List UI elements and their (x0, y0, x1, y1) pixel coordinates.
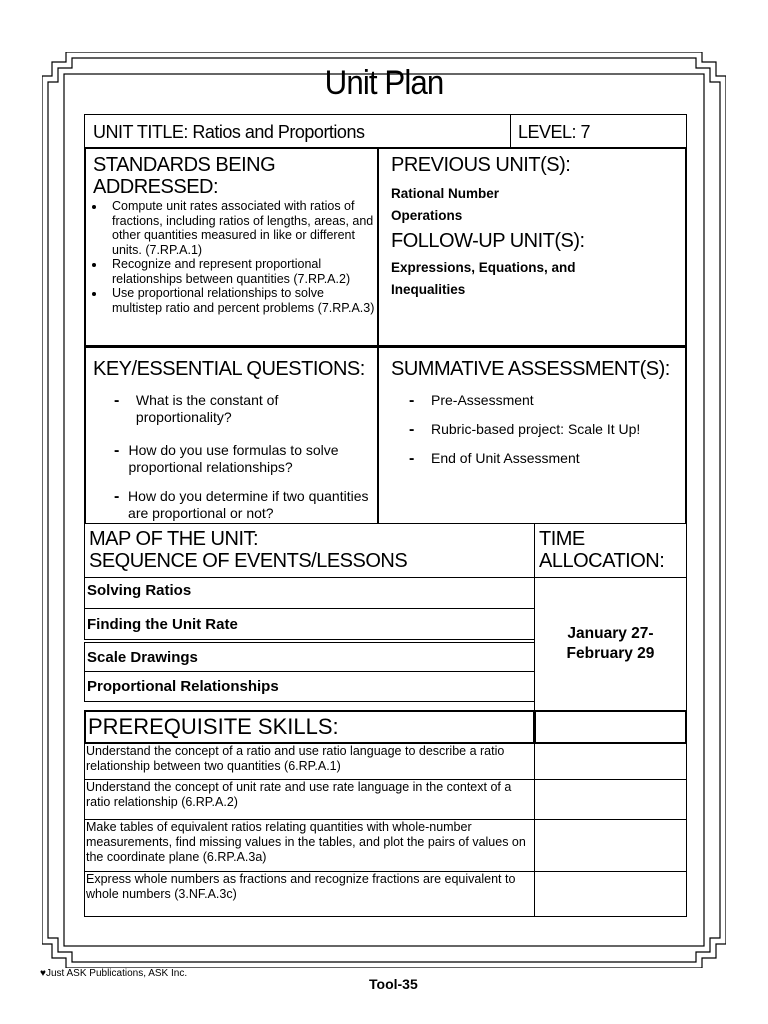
assessment-item: - Pre-Assessment (409, 392, 534, 409)
standards-heading: STANDARDS BEING ADDRESSED: (93, 154, 276, 198)
time-start: January 27- (567, 625, 654, 642)
prereq-heading-cell (84, 710, 535, 744)
level: LEVEL: 7 (518, 122, 591, 142)
time-heading-cell (534, 523, 687, 578)
followup-units-heading: FOLLOW-UP UNIT(S): (391, 230, 585, 252)
publisher-credit: ♥Just ASK Publications, ASK Inc. (40, 968, 188, 979)
tool-number: Tool-35 (369, 976, 418, 992)
time-subheading: ALLOCATION: (539, 550, 665, 572)
previous-unit: Operations (391, 208, 463, 223)
followup-unit: Inequalities (391, 282, 466, 297)
unit-title-cell (84, 114, 511, 148)
standard-item: • Recognize and represent proportional relationships between quantities (7.RP.A.2) (106, 257, 377, 286)
map-heading: MAP OF THE UNIT: (89, 528, 259, 550)
time-allocation-cell (534, 577, 687, 711)
assessment-item: - Rubric-based project: Scale It Up! (409, 421, 641, 438)
level-cell (510, 114, 687, 148)
standard-item: • Compute unit rates associated with ratios of fractions, including ratios of lengths, areas, and other quantities measured in like or different units. (7.RP.A.1) (106, 199, 377, 257)
lesson-row: Finding the Unit Rate (84, 608, 535, 640)
question-item: - How do you use formulas to solve proportional relationships? (114, 442, 339, 475)
unit-title: UNIT TITLE: Ratios and Proportions (93, 122, 365, 142)
question-item: - How do you determine if two quantities are proportional or not? (114, 488, 369, 521)
lesson-row: Proportional Relationships (84, 671, 535, 702)
prereq-item: Express whole numbers as fractions and recognize fractions are equivalent to whole numbers (3.NF.A.3c) (84, 871, 535, 917)
lesson-row: Solving Ratios (84, 577, 535, 609)
question-item: - What is the constant of proportionality? (114, 392, 279, 425)
prereq-time-cell (534, 819, 687, 872)
time-end: February 29 (566, 645, 655, 662)
prereq-item: Understand the concept of a ratio and use ratio language to describe a ratio relationship between two quantities (6.RP.A.1) (84, 743, 535, 780)
prereq-item: Make tables of equivalent ratios relating quantities with whole-number measurements, find missing values in the tables, and plot the pairs of values on the coordinate plane (6.RP.A.3a) (84, 819, 535, 872)
previous-units-heading: PREVIOUS UNIT(S): (391, 154, 571, 176)
key-questions-heading: KEY/ESSENTIAL QUESTIONS: (93, 358, 365, 380)
prereq-item: Understand the concept of unit rate and use rate language in the context of a ratio relationship (6.RP.A.2) (84, 779, 535, 820)
time-heading: TIME (539, 528, 585, 550)
assessment-item: - End of Unit Assessment (409, 450, 580, 467)
page-title: Unit Plan (324, 64, 444, 102)
summative-cell (377, 346, 687, 524)
map-heading-cell (84, 523, 535, 578)
prereq-time-cell (534, 779, 687, 820)
prereq-time-cell (534, 743, 687, 780)
standard-item: • Use proportional relationships to solve multistep ratio and percent problems (7.RP.A.3) (106, 286, 377, 315)
standards-cell (84, 147, 379, 347)
standards-list (86, 199, 377, 315)
units-cell (377, 147, 687, 347)
lesson-row: Scale Drawings (84, 642, 535, 672)
map-subheading: SEQUENCE OF EVENTS/LESSONS (89, 550, 408, 572)
prereq-time-cell (534, 871, 687, 917)
previous-unit: Rational Number (391, 186, 500, 201)
summative-heading: SUMMATIVE ASSESSMENT(S): (391, 358, 670, 380)
prereq-heading: PREREQUISITE SKILLS: (88, 714, 339, 739)
prereq-time-cell (534, 710, 687, 744)
key-questions-cell (84, 346, 379, 524)
followup-unit: Expressions, Equations, and (391, 260, 576, 275)
